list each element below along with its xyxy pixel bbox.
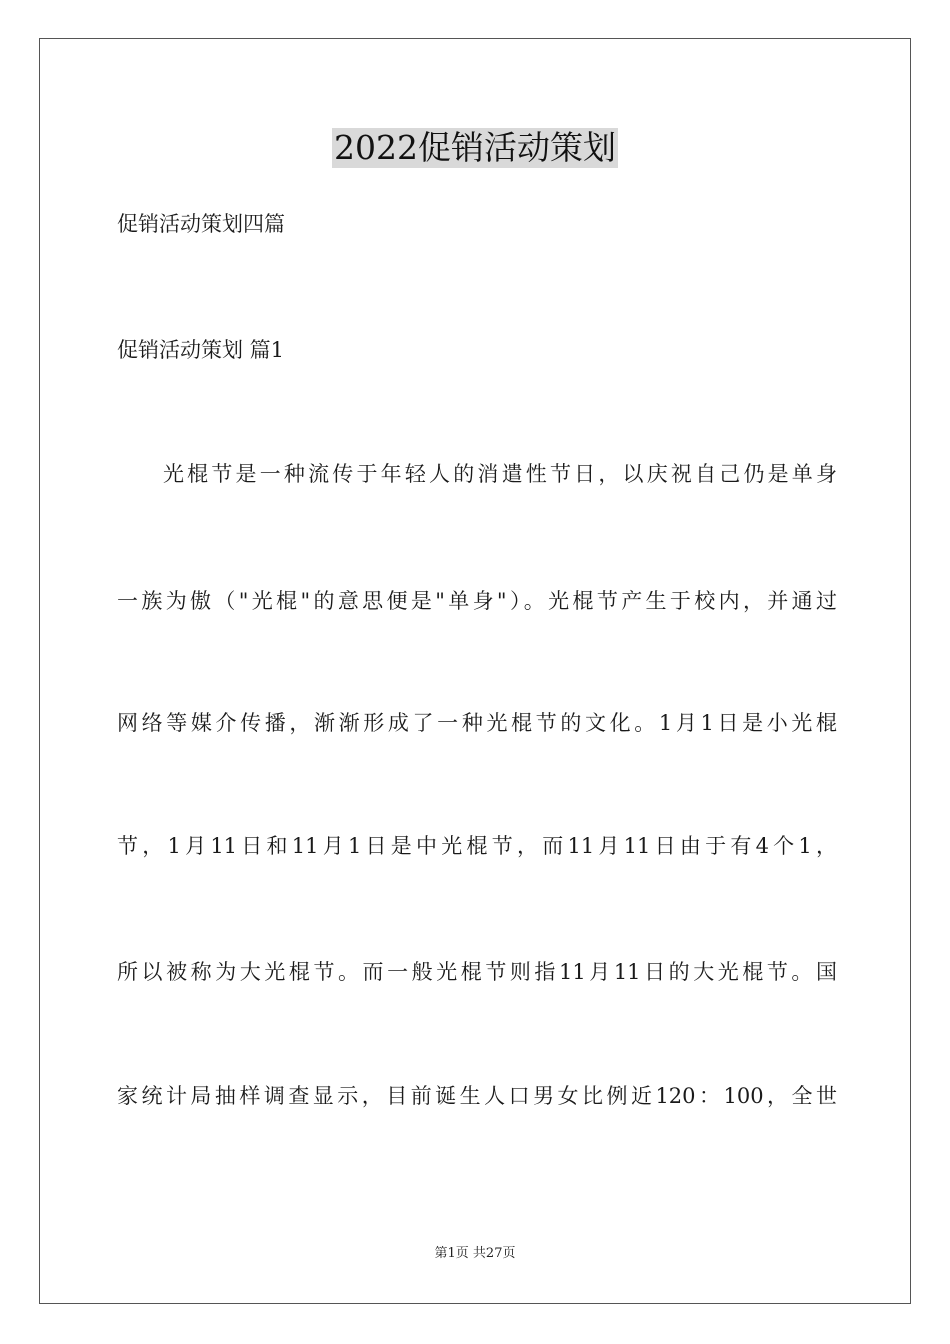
document-title: 2022促销活动策划 xyxy=(334,128,616,167)
section-heading: 促销活动策划 篇1 xyxy=(117,338,285,362)
body-line: 网络等媒介传播，渐渐形成了一种光棍节的文化。1月1日是小光棍 xyxy=(117,711,837,735)
body-line: 节，1月11日和11月1日是中光棍节，而11月11日由于有4个1， xyxy=(117,834,837,858)
body-line: 光棍节是一种流传于年轻人的消遣性节日，以庆祝自己仍是单身 xyxy=(163,462,837,486)
title-container xyxy=(0,128,950,168)
page-number-footer: 第1页 共27页 xyxy=(434,1246,516,1261)
document-subtitle: 促销活动策划四篇 xyxy=(117,212,285,236)
body-line: 所以被称为大光棍节。而一般光棍节则指11月11日的大光棍节。国 xyxy=(117,960,837,984)
body-line: 家统计局抽样调查显示，目前诞生人口男女比例近120：100，全世 xyxy=(117,1084,837,1108)
body-line: 一族为傲（"光棍"的意思便是"单身"）。光棍节产生于校内，并通过 xyxy=(117,589,837,613)
